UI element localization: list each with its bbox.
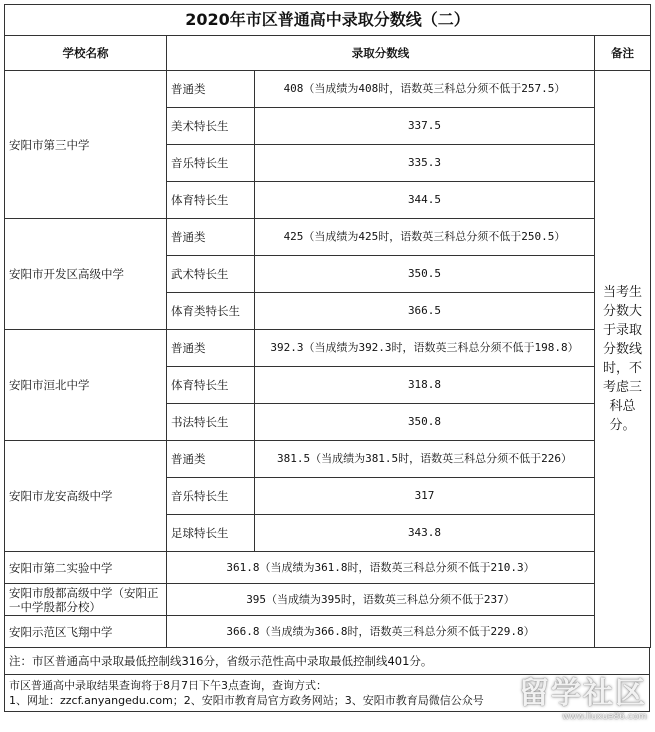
category-cell: 普通类 bbox=[167, 330, 255, 367]
watermark-url: www.liuxue86.com bbox=[562, 712, 647, 722]
school-name: 安阳市殷都高级中学（安阳正一中学殷都分校） bbox=[5, 584, 167, 616]
score-cell: 366.8（当成绩为366.8时，语数英三科总分须不低于229.8） bbox=[167, 616, 595, 648]
category-cell: 普通类 bbox=[167, 219, 255, 256]
score-cell: 344.5 bbox=[255, 182, 595, 219]
footnote: 注：市区普通高中录取最低控制线316分，省级示范性高中录取最低控制线401分。 bbox=[5, 648, 650, 675]
table-row bbox=[5, 441, 651, 478]
category-cell: 体育特长生 bbox=[167, 182, 255, 219]
score-cell: 343.8 bbox=[255, 515, 595, 552]
school-name: 安阳市第二实验中学 bbox=[5, 552, 167, 584]
category-cell: 普通类 bbox=[167, 71, 255, 108]
score-table-container bbox=[4, 4, 650, 712]
score-cell: 350.5 bbox=[255, 256, 595, 293]
category-cell: 武术特长生 bbox=[167, 256, 255, 293]
school-name: 安阳市龙安高级中学 bbox=[5, 441, 167, 552]
category-cell: 足球特长生 bbox=[167, 515, 255, 552]
score-table bbox=[4, 4, 651, 648]
table-row bbox=[5, 616, 651, 648]
watermark-logo bbox=[519, 668, 647, 722]
note-cell: 当考生分数大于录取分数线时，不考虑三科总分。 bbox=[595, 71, 651, 648]
school-name: 安阳示范区飞翔中学 bbox=[5, 616, 167, 648]
table-row bbox=[5, 330, 651, 367]
query-info-line1: 市区普通高中录取结果查询将于8月7日下午3点查询，查询方式： bbox=[9, 679, 327, 692]
score-cell: 381.5（当成绩为381.5时，语数英三科总分须不低于226） bbox=[255, 441, 595, 478]
school-name: 安阳市洹北中学 bbox=[5, 330, 167, 441]
watermark-text: 留学社区 bbox=[519, 676, 647, 711]
category-cell: 音乐特长生 bbox=[167, 478, 255, 515]
query-info-line2: 1、网址：zzcf.anyangedu.com；2、安阳市教育局官方政务网站；3、安阳市教育局微信公众号 bbox=[9, 694, 484, 707]
school-name: 安阳市第三中学 bbox=[5, 71, 167, 219]
score-cell: 395（当成绩为395时，语数英三科总分须不低于237） bbox=[167, 584, 595, 616]
category-cell: 体育特长生 bbox=[167, 367, 255, 404]
table-row bbox=[5, 552, 651, 584]
category-cell: 美术特长生 bbox=[167, 108, 255, 145]
table-row bbox=[5, 71, 651, 108]
table-row bbox=[5, 219, 651, 256]
header-school: 学校名称 bbox=[5, 36, 167, 71]
table-title: 2020年市区普通高中录取分数线（二） bbox=[5, 5, 651, 36]
category-cell: 书法特长生 bbox=[167, 404, 255, 441]
score-cell: 318.8 bbox=[255, 367, 595, 404]
score-cell: 361.8（当成绩为361.8时，语数英三科总分须不低于210.3） bbox=[167, 552, 595, 584]
score-cell: 392.3（当成绩为392.3时，语数英三科总分须不低于198.8） bbox=[255, 330, 595, 367]
score-cell: 408（当成绩为408时，语数英三科总分须不低于257.5） bbox=[255, 71, 595, 108]
school-name: 安阳市开发区高级中学 bbox=[5, 219, 167, 330]
score-cell: 425（当成绩为425时，语数英三科总分须不低于250.5） bbox=[255, 219, 595, 256]
table-row bbox=[5, 584, 651, 616]
category-cell: 普通类 bbox=[167, 441, 255, 478]
score-cell: 366.5 bbox=[255, 293, 595, 330]
score-cell: 335.3 bbox=[255, 145, 595, 182]
score-cell: 337.5 bbox=[255, 108, 595, 145]
category-cell: 音乐特长生 bbox=[167, 145, 255, 182]
score-cell: 317 bbox=[255, 478, 595, 515]
category-cell: 体育类特长生 bbox=[167, 293, 255, 330]
score-cell: 350.8 bbox=[255, 404, 595, 441]
header-note: 备注 bbox=[595, 36, 651, 71]
header-score: 录取分数线 bbox=[167, 36, 595, 71]
